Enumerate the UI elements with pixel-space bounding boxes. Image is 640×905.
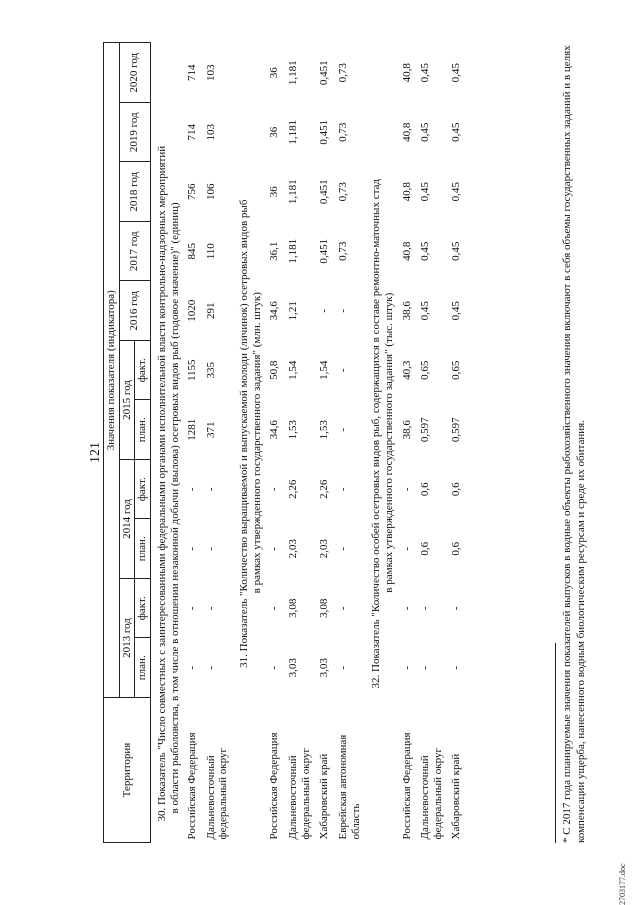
value-cell: 0,6 (450, 482, 463, 497)
value-cell: 0,73 (336, 182, 349, 202)
value-cell: 1281 (186, 418, 199, 441)
value-cell: - (419, 606, 432, 611)
value-cell: - (186, 487, 199, 492)
value-cell: 0,45 (450, 182, 463, 202)
value-cell: - (400, 487, 413, 492)
value-cell: 50,8 (268, 360, 281, 380)
value-cell: - (336, 546, 349, 551)
value-cell: - (204, 487, 217, 492)
value-cell: - (336, 368, 349, 373)
value-cell: 0,45 (450, 301, 463, 321)
section-title (233, 43, 265, 843)
value-cell: 40,8 (400, 122, 413, 142)
value-cell: 36 (268, 67, 281, 79)
value-cell: 0,45 (419, 63, 432, 83)
value-cell: 845 (186, 243, 199, 260)
value-cell: 0,451 (318, 238, 331, 264)
year-header-2016: 2016 год (119, 281, 150, 341)
value-cell: 2,03 (318, 539, 331, 559)
value-cell: 1020 (186, 299, 199, 322)
value-cell: 0,451 (318, 60, 331, 86)
section-title-line: 32. Показатель "Количество особей осетровых видов рыб, содержащихся в составе ремонтно-маточных стад (370, 178, 383, 689)
territory-cell: Дальневосточный федеральный округ (287, 748, 312, 840)
indicator-table (103, 42, 466, 843)
footnote-divider (555, 643, 556, 843)
value-cell: - (268, 665, 281, 670)
fact-header: факт. (135, 460, 151, 520)
value-cell: 0,65 (419, 360, 432, 380)
value-cell: - (268, 606, 281, 611)
year-header-2013: 2013 год (119, 579, 135, 698)
year-header-2017: 2017 год (119, 222, 150, 282)
value-cell: - (400, 606, 413, 611)
value-cell: 3,08 (318, 598, 331, 618)
value-cell: - (186, 546, 199, 551)
value-cell: 0,73 (336, 241, 349, 261)
section-title (365, 43, 397, 843)
value-cell: - (450, 665, 463, 670)
value-cell: 3,03 (287, 658, 300, 678)
value-cell: 0,73 (336, 63, 349, 83)
value-cell: 0,73 (336, 122, 349, 142)
section-title (150, 43, 183, 843)
territory-cell: Дальневосточный федеральный округ (419, 748, 444, 840)
value-cell: 0,597 (419, 417, 432, 443)
territory-cell: Хабаровский край (318, 753, 331, 840)
value-cell: 1,53 (318, 420, 331, 440)
year-header-2020: 2020 год (119, 43, 150, 103)
value-cell: 0,65 (450, 360, 463, 380)
value-cell: - (318, 308, 331, 313)
value-cell: 40,8 (400, 241, 413, 261)
value-cell: 0,45 (419, 182, 432, 202)
value-cell: 0,597 (450, 417, 463, 443)
table-row (265, 43, 284, 843)
value-cell: - (400, 546, 413, 551)
value-cell: 40,3 (400, 360, 413, 380)
table-row (315, 43, 334, 843)
year-header-2015: 2015 год (119, 341, 135, 460)
value-cell: 34,6 (268, 301, 281, 321)
section-title-row (150, 43, 183, 843)
year-header-2018: 2018 год (119, 162, 150, 222)
value-cell: 40,8 (400, 182, 413, 202)
value-cell: 1,54 (287, 360, 300, 380)
section-title-line: 31. Показатель "Количество выращиваемой и выпускаемой молоди (личинок) осетровых видов рыб (238, 199, 251, 668)
table-row (284, 43, 315, 843)
table-row (202, 43, 233, 843)
value-cell: 0,45 (450, 122, 463, 142)
value-cell: 371 (204, 421, 217, 438)
value-cell: 1,53 (287, 420, 300, 440)
value-cell: 2,26 (287, 479, 300, 499)
value-cell: - (336, 665, 349, 670)
footnote: * С 2017 года планируемые значения показателей выпусков в водные объекты рыбохозяйственного значения включают в себя объемы государственных заданий и в целях компенсации ущерба, нанесенного водным биологическим ресурсам и среде их обитания. (561, 45, 588, 843)
value-cell: - (400, 665, 413, 670)
value-cell: 1,21 (287, 301, 300, 321)
value-cell: - (204, 546, 217, 551)
value-cell: 0,6 (419, 482, 432, 497)
value-cell: - (186, 606, 199, 611)
value-cell: 756 (186, 183, 199, 200)
value-cell: - (336, 308, 349, 313)
value-cell: 110 (204, 243, 217, 260)
territory-cell: Российская Федерация (268, 732, 281, 840)
territory-cell: Российская Федерация (400, 732, 413, 840)
section-title-line: в рамках утвержденного государственного задания" (млн. штук) (250, 292, 263, 594)
table-row (398, 43, 417, 843)
value-cell: 291 (204, 302, 217, 319)
value-cell: 714 (186, 64, 199, 81)
value-cell: 106 (204, 183, 217, 200)
fact-header: факт. (135, 579, 151, 639)
value-cell: 3,08 (287, 598, 300, 618)
value-cell: 40,8 (400, 63, 413, 83)
value-cell: 103 (204, 124, 217, 141)
document-code: 2703177.doc (618, 863, 627, 905)
value-cell: 1,181 (287, 238, 300, 264)
value-cell: - (204, 606, 217, 611)
value-cell: 714 (186, 124, 199, 141)
section-title-line: в области рыболовства, в том числе в отношении незаконной добычи (вылова) осетровых видов рыб (годовое значение)" (единиц) (168, 202, 181, 814)
value-cell: 1,181 (287, 60, 300, 86)
value-cell: - (419, 665, 432, 670)
value-cell: 0,6 (419, 541, 432, 556)
territory-cell: Дальневосточный федеральный округ (204, 748, 230, 840)
value-cell: 0,451 (318, 119, 331, 145)
value-cell: 0,45 (450, 63, 463, 83)
value-cell: 36,1 (268, 241, 281, 261)
territory-header: Территория (104, 698, 151, 843)
plan-header: план. (135, 638, 151, 698)
value-cell: - (336, 427, 349, 432)
value-cell: 2,26 (318, 479, 331, 499)
value-cell: 335 (204, 362, 217, 379)
territory-cell: Российская Федерация (186, 732, 199, 840)
value-cell: - (336, 487, 349, 492)
value-cell: 2,03 (287, 539, 300, 559)
plan-header: план. (135, 400, 151, 460)
values-group-header: Значения показателя (индикатора) (104, 43, 120, 698)
value-cell: 36 (268, 186, 281, 198)
value-cell: 3,03 (318, 658, 331, 678)
value-cell: 36 (268, 126, 281, 138)
value-cell: 0,45 (450, 241, 463, 261)
section-title-row (233, 43, 265, 843)
territory-cell: Еврейская автономная область (336, 734, 362, 840)
value-cell: - (268, 487, 281, 492)
value-cell: - (268, 546, 281, 551)
value-cell: - (450, 606, 463, 611)
table-body (150, 43, 466, 843)
section-title-row (365, 43, 397, 843)
value-cell: 1,181 (287, 179, 300, 205)
value-cell: 103 (204, 64, 217, 81)
value-cell: 0,45 (419, 241, 432, 261)
year-header-2014: 2014 год (119, 460, 135, 579)
section-title-line: в рамках утвержденного государственного задания" (тыс. штук) (382, 292, 395, 593)
value-cell: 38,6 (400, 301, 413, 321)
value-cell: 0,6 (450, 541, 463, 556)
table-row (416, 43, 447, 843)
value-cell: 34,6 (268, 420, 281, 440)
year-header-2019: 2019 год (119, 103, 150, 163)
table-row (183, 43, 202, 843)
value-cell: - (336, 606, 349, 611)
territory-cell: Хабаровский край (450, 753, 463, 840)
section-title-line: 30. Показатель "Число совместных с заинтересованными федеральными органами исполнительной власти контрольно-надзорных мероприятий (155, 145, 168, 822)
table-header (104, 43, 151, 843)
table-row (447, 43, 466, 843)
fact-header: факт. (135, 341, 151, 401)
value-cell: - (204, 665, 217, 670)
page-number: 121 (88, 442, 103, 463)
value-cell: - (186, 665, 199, 670)
value-cell: 1,54 (318, 360, 331, 380)
plan-header: план. (135, 519, 151, 579)
table-row (334, 43, 365, 843)
value-cell: 1,181 (287, 119, 300, 145)
value-cell: 0,45 (419, 301, 432, 321)
value-cell: 38,6 (400, 420, 413, 440)
value-cell: 1155 (186, 359, 199, 382)
value-cell: 0,45 (419, 122, 432, 142)
value-cell: 0,451 (318, 179, 331, 205)
